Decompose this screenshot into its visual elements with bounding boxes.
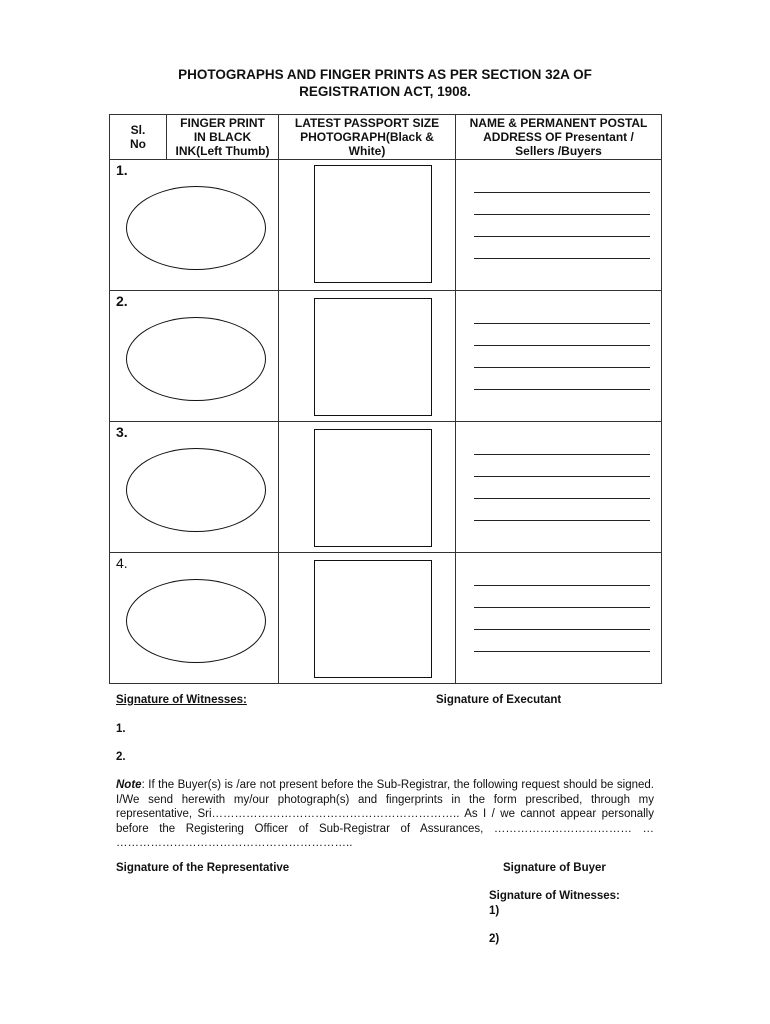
thumb-print-oval[interactable] — [126, 317, 266, 401]
note-paragraph — [116, 778, 654, 851]
address-line[interactable] — [474, 585, 650, 586]
buyer-signature-label: Signature of Buyer — [503, 862, 606, 874]
photo-cell — [279, 160, 456, 291]
address-cell — [456, 422, 662, 553]
address-line[interactable] — [474, 389, 650, 390]
address-line[interactable] — [474, 214, 650, 215]
buyer-witness-2-number: 2) — [489, 933, 500, 945]
document-title — [0, 66, 770, 100]
address-line[interactable] — [474, 629, 650, 630]
photo-box[interactable] — [314, 560, 432, 678]
address-cell — [456, 291, 662, 422]
address-line[interactable] — [474, 345, 650, 346]
row-number: 4. — [116, 555, 128, 571]
header-photograph: LATEST PASSPORT SIZE PHOTOGRAPH(Black & White) — [279, 115, 456, 160]
address-line[interactable] — [474, 607, 650, 608]
buyer-witness-1-number: 1) — [489, 905, 500, 917]
title-line-2: REGISTRATION ACT, 1908. — [299, 84, 471, 99]
address-line[interactable] — [474, 323, 650, 324]
photo-cell — [279, 291, 456, 422]
thumb-print-oval[interactable] — [126, 448, 266, 532]
header-slno: Sl. No — [110, 115, 167, 160]
executant-signature-label: Signature of Executant — [436, 694, 562, 706]
thumb-print-oval[interactable] — [126, 579, 266, 663]
table-row — [110, 422, 662, 553]
representative-signature-label: Signature of the Representative — [116, 862, 290, 874]
header-finger-print: FINGER PRINT IN BLACK INK(Left Thumb) — [167, 115, 279, 160]
witnesses-signature-label: Signature of Witnesses: — [116, 694, 247, 706]
photo-box[interactable] — [314, 429, 432, 547]
address-line[interactable] — [474, 258, 650, 259]
finger-print-cell — [110, 553, 279, 684]
note-text: : If the Buyer(s) is /are not present before the Sub-Registrar, the following request should be signed. I/We send herewith my/our photograph(s) and fingerprints in the form prescribed, through my representative, Sri……………………………………………………….. As I / we cannot appear personally before the Registering Officer of Sub-Registrar of Assurances, ……………………………… … …………………………………………………….. — [116, 779, 654, 849]
title-line-1: PHOTOGRAPHS AND FINGER PRINTS AS PER SECTION 32A OF — [178, 67, 592, 82]
header-address: NAME & PERMANENT POSTAL ADDRESS OF Presentant / Sellers /Buyers — [456, 115, 662, 160]
witness-2-number: 2. — [116, 751, 126, 763]
address-line[interactable] — [474, 498, 650, 499]
table-header-row — [110, 115, 662, 160]
photo-cell — [279, 553, 456, 684]
photo-box[interactable] — [314, 298, 432, 416]
photo-box[interactable] — [314, 165, 432, 283]
fingerprint-photo-table — [109, 114, 662, 684]
finger-print-cell — [110, 422, 279, 553]
thumb-print-oval[interactable] — [126, 186, 266, 270]
address-line[interactable] — [474, 520, 650, 521]
table-row — [110, 553, 662, 684]
address-cell — [456, 160, 662, 291]
address-line[interactable] — [474, 476, 650, 477]
note-label: Note — [116, 779, 142, 791]
address-cell — [456, 553, 662, 684]
witness-1-number: 1. — [116, 723, 126, 735]
address-line[interactable] — [474, 454, 650, 455]
address-line[interactable] — [474, 192, 650, 193]
table-row — [110, 160, 662, 291]
row-number: 3. — [116, 424, 128, 440]
photo-cell — [279, 422, 456, 553]
row-number: 1. — [116, 162, 128, 178]
address-line[interactable] — [474, 367, 650, 368]
table-row — [110, 291, 662, 422]
address-line[interactable] — [474, 651, 650, 652]
finger-print-cell — [110, 291, 279, 422]
buyer-witnesses-label: Signature of Witnesses: — [489, 890, 620, 902]
address-line[interactable] — [474, 236, 650, 237]
row-number: 2. — [116, 293, 128, 309]
finger-print-cell — [110, 160, 279, 291]
